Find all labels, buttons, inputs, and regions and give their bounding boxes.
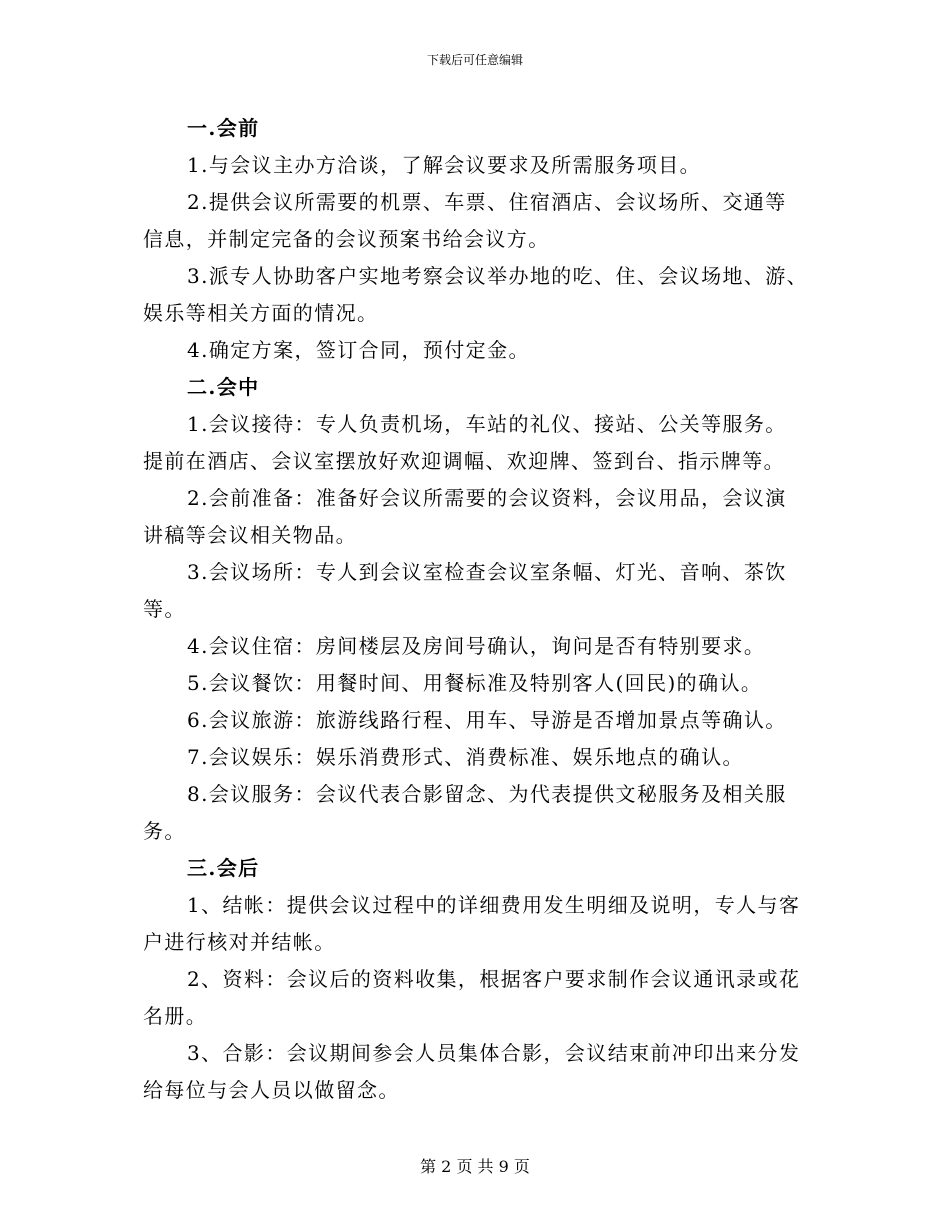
paragraph-line: 4.确定方案，签订合同，预付定金。 — [187, 338, 530, 362]
paragraph-line: 2、资料：会议后的资料收集，根据客户要求制作会议通讯录或花 — [187, 967, 801, 991]
paragraph-line: 8.会议服务：会议代表合影留念、为代表提供文秘服务及相关服 — [187, 782, 787, 806]
paragraph-line: 1、结帐：提供会议过程中的详细费用发生明细及说明，专人与客 — [187, 893, 801, 917]
paragraph-line: 务。 — [143, 819, 186, 843]
paragraph-line: 2.会前准备：准备好会议所需要的会议资料，会议用品，会议演 — [187, 486, 787, 510]
paragraph-line: 3、合影：会议期间参会人员集体合影，会议结束前冲印出来分发 — [187, 1041, 801, 1065]
paragraph-line: 信息，并制定完备的会议预案书给会议方。 — [143, 227, 550, 251]
document-body — [143, 110, 807, 1109]
paragraph-line: 讲稿等会议相关物品。 — [143, 523, 357, 547]
paragraph-line: 提前在酒店、会议室摆放好欢迎调幅、欢迎牌、签到台、指示牌等。 — [143, 449, 785, 473]
paragraph-line: 等。 — [143, 597, 186, 621]
paragraph-line: 5.会议餐饮：用餐时间、用餐标准及特别客人(回民)的确认。 — [187, 671, 763, 695]
page-header-note: 下载后可任意编辑 — [426, 53, 523, 67]
paragraph-line: 户进行核对并结帐。 — [143, 930, 336, 954]
paragraph-line: 2.提供会议所需要的机票、车票、住宿酒店、会议场所、交通等 — [187, 190, 787, 214]
paragraph-line: 3.会议场所：专人到会议室检查会议室条幅、灯光、音响、茶饮 — [187, 560, 787, 584]
paragraph-line: 1.与会议主办方洽谈，了解会议要求及所需服务项目。 — [187, 153, 702, 177]
paragraph-line: 7.会议娱乐：娱乐消费形式、消费标准、娱乐地点的确认。 — [187, 745, 744, 769]
section-title: 一.会前 — [187, 116, 260, 140]
paragraph-line: 1.会议接待：专人负责机场，车站的礼仪、接站、公关等服务。 — [187, 412, 787, 436]
paragraph-line: 4.会议住宿：房间楼层及房间号确认，询问是否有特别要求。 — [187, 634, 766, 658]
paragraph-line: 名册。 — [143, 1004, 208, 1028]
section-title: 二.会中 — [187, 375, 260, 399]
paragraph-line: 给每位与会人员以做留念。 — [143, 1078, 400, 1102]
section-title: 三.会后 — [187, 856, 260, 880]
paragraph-line: 娱乐等相关方面的情况。 — [143, 301, 379, 325]
paragraph-line: 3.派专人协助客户实地考察会议举办地的吃、住、会议场地、游、 — [187, 264, 809, 288]
page-number: 第 2 页 共 9 页 — [420, 1157, 530, 1176]
paragraph-line: 6.会议旅游：旅游线路行程、用车、导游是否增加景点等确认。 — [187, 708, 787, 732]
